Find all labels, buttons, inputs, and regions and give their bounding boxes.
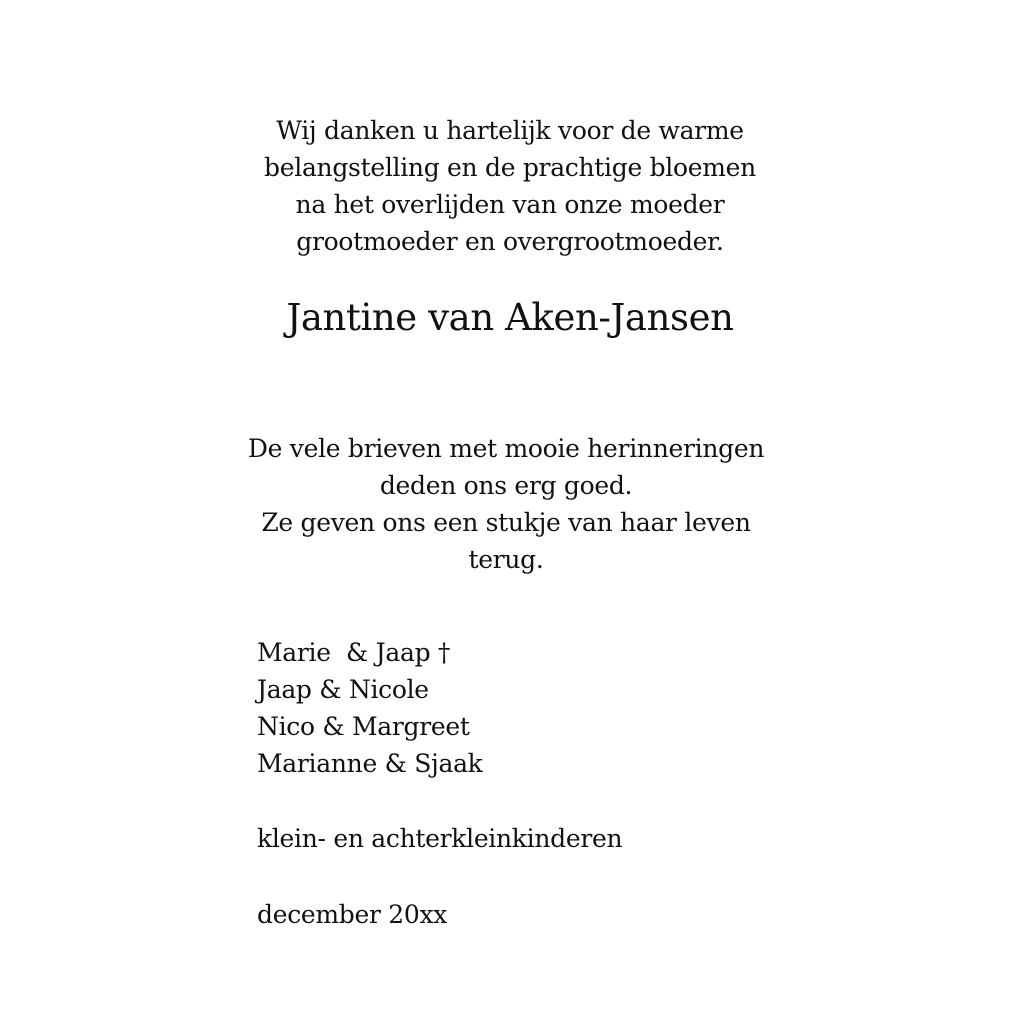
date-line: december 20xx bbox=[257, 900, 448, 929]
intro-line: belangstelling en de prachtige bloemen bbox=[264, 153, 756, 182]
letters-line: terug. bbox=[468, 545, 544, 574]
letters-text bbox=[186, 430, 826, 578]
family-signatures bbox=[257, 634, 483, 782]
family-line: Marie & Jaap † bbox=[257, 638, 451, 667]
family-line: Jaap & Nicole bbox=[257, 675, 429, 704]
family-line: Nico & Margreet bbox=[257, 712, 470, 741]
letters-line: De vele brieven met mooie herinneringen bbox=[247, 434, 765, 463]
intro-line: na het overlijden van onze moeder bbox=[295, 190, 725, 219]
letters-line: Ze geven ons een stukje van haar leven bbox=[261, 508, 751, 537]
family-line: Marianne & Sjaak bbox=[257, 749, 483, 778]
grandchildren-line: klein- en achterkleinkinderen bbox=[257, 824, 623, 853]
intro-line: Wij danken u hartelijk voor de warme bbox=[276, 116, 744, 145]
intro-line: grootmoeder en overgrootmoeder. bbox=[296, 227, 724, 256]
letters-line: deden ons erg goed. bbox=[379, 471, 633, 500]
deceased-name: Jantine van Aken-Jansen bbox=[286, 296, 734, 339]
intro-text bbox=[190, 112, 830, 260]
